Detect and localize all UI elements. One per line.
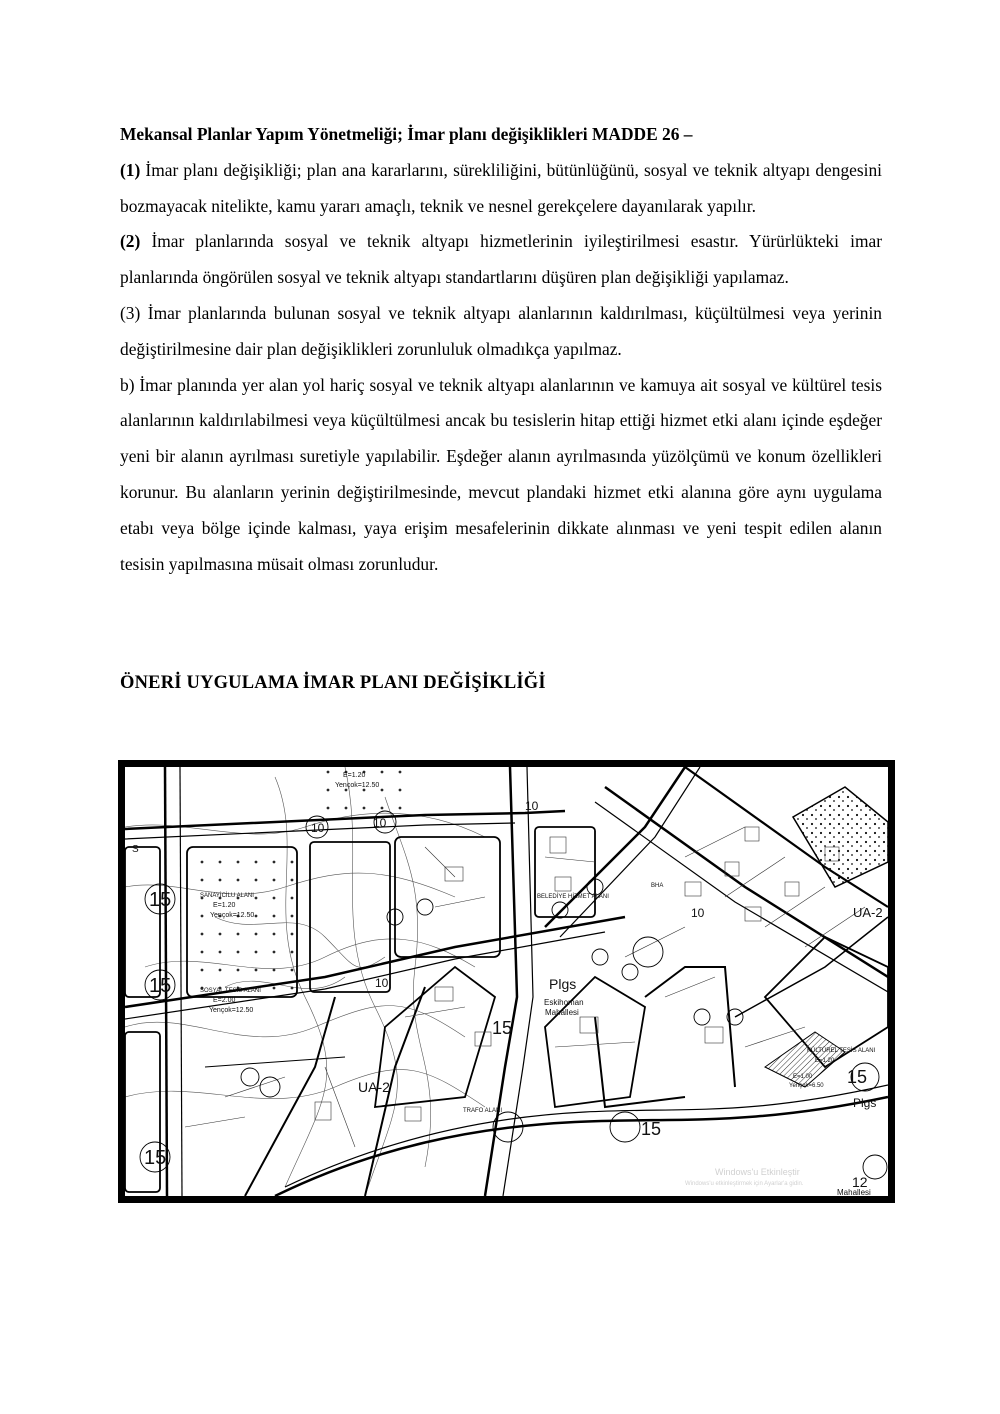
watermark-line: Windows'u Etkinleştir [715,1167,800,1177]
regulation-text [120,117,882,582]
zone-label: UA-2 [853,905,883,920]
road-width-label: 10 [375,976,389,990]
neighborhood-label: Mahallesi [837,1188,871,1196]
road-width-label: 15 [149,889,172,911]
green-area [793,787,888,887]
road-width-label: 15 [492,1018,513,1038]
zoning-map-drawing [125,767,888,1196]
road-width-label: 10 [373,816,387,830]
road-width-label: 10 [525,799,539,813]
zoning-map [125,767,888,1196]
area-label: SANAYİCİLU ALANI [200,893,254,899]
road-width-label: 10 [311,821,325,835]
paragraph-number: b) [120,374,135,395]
paragraph-number: (1) [120,159,141,180]
area-label: Yençok=12.50 [210,912,255,919]
activation-watermark [685,1167,804,1187]
zone-label: UA-2 [358,1079,390,1095]
road-width-label: 15 [641,1119,662,1139]
area-label: BELEDİYE HİZMET ALANI [537,894,609,900]
road-width-label: 15 [149,975,172,997]
area-label: Yençok=12.50 [209,1007,254,1014]
zoning-map-frame [118,760,895,1203]
road-width-label: 15 [144,1147,167,1169]
zone-label: S [132,844,139,855]
park-area [187,767,410,997]
paragraph-1 [120,153,882,225]
area-label: BHA [651,883,664,889]
area-label: E=1.20 [213,902,236,909]
paragraph-text: İmar planı değişikliği; plan ana kararlarını, sürekliliğini, bütünlüğünü, sosyal ve teknik altyapı dengesini bozmayacak nitelikte, kamu yararı amaçlı, teknik ve nesnel gerekçelere dayanılarak yapılır. [120,159,882,216]
zone-label: Plgs [853,1096,877,1110]
area-label: E=1.00 [793,1074,813,1080]
neighborhood-label: Eskihoman [544,998,584,1007]
paragraph-b [120,368,882,583]
area-label: E=2.00 [213,997,236,1004]
area-label: SOSYAL TESİS ALANI [200,988,261,994]
area-label: E=1.20 [343,772,366,779]
section-title: ÖNERİ UYGULAMA İMAR PLANI DEĞİŞİKLİĞİ [120,673,546,693]
area-label: Yençok=12.50 [335,782,380,789]
road-width-label: 10 [691,906,705,920]
paragraph-number: (2) [120,231,141,252]
regulation-heading: Mekansal Planlar Yapım Yönetmeliği; İmar planı değişiklikleri MADDE 26 – [120,124,693,144]
paragraph-text: İmar planında yer alan yol hariç sosyal ve teknik altyapı alanlarının ve kamuya ait sosyal ve kültürel tesis alanlarının kaldırılabilmesi veya küçültülmesi ancak bu tesislerin hitap ettiği hizmet etki alanı içinde eşdeğer yeni bir alanın ayrılması suretiyle yapılabilir. Eşdeğer alanın ayrılmasında yüzölçümü ve konum özellikleri korunur. Bu alanların yerinin değiştirilmesinde, mevcut plandaki hizmet etki alanına göre aynı uygulama etabı veya bölge içinde kalması, yaya erişim mesafelerinin dikkate alınması ve yeni tespit edilen alanın tesisin yapılmasına müsait olması zorunludur. [120,374,882,574]
paragraph-2 [120,224,882,296]
paragraph-number: (3) [120,302,141,323]
area-label: TRAFO ALANI [463,1108,503,1114]
road-width-label: 12 [852,1174,868,1190]
paragraph-text: İmar planlarında sosyal ve teknik altyapı hizmetlerinin iyileştirilmesi esastır. Yürürlükteki imar planlarında öngörülen sosyal ve teknik altyapı standartlarını düşüren plan değişikliği yapılamaz. [120,231,882,288]
neighborhood-label: Mahallesi [545,1008,579,1017]
road-width-label: 15 [847,1067,868,1087]
area-label: E=1.20 [815,1058,835,1064]
paragraph-3 [120,296,882,368]
area-label: KÜLTÜREL TESİS ALANI [807,1048,876,1054]
watermark-line: Windows'u etkinleştirmek için Ayarlar'a gidin. [685,1181,804,1187]
area-label: Yençok=6.50 [789,1083,824,1089]
paragraph-text: İmar planlarında bulunan sosyal ve teknik altyapı alanlarının kaldırılması, küçültülmesi veya yerinin değiştirilmesine dair plan değişiklikleri zorunluluk olmadıkça yapılmaz. [120,302,882,359]
contour-lines [125,767,485,1196]
zone-label: Plgs [549,976,577,992]
